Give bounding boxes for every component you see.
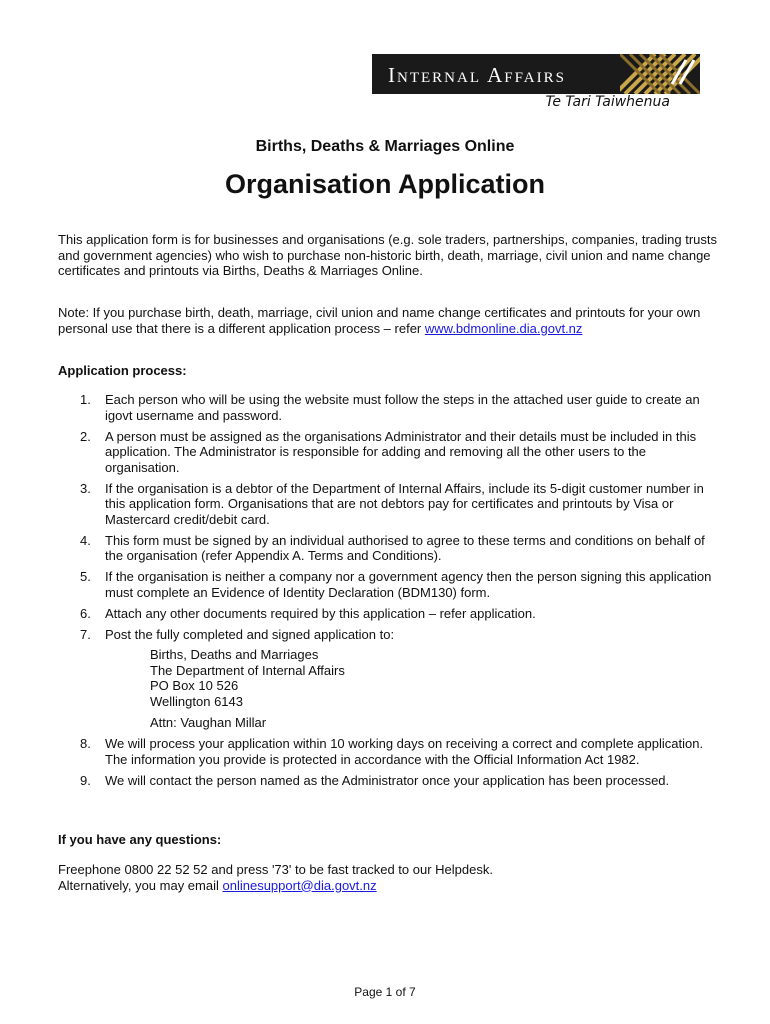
list-item	[58, 533, 718, 564]
process-heading: Application process:	[58, 363, 187, 378]
intro-paragraph: This application form is for businesses and organisations (e.g. sole traders, partnerships, companies, trading trusts and government agencies) who wish to purchase non-historic birth, death, marriage, civil union and name change certificates and printouts via Births, Deaths & Marriages Online.	[58, 232, 717, 278]
list-item	[58, 481, 718, 528]
list-item	[58, 392, 718, 423]
questions-heading: If you have any questions:	[58, 832, 222, 847]
step-text: This form must be signed by an individual authorised to agree to these terms and conditions on behalf of the organisation (refer Appendix A. Terms and Conditions).	[105, 532, 705, 563]
step-text: We will process your application within 10 working days on receiving a correct and complete application. The information you provide is protected in accordance with the Official Information Act 1982.	[105, 736, 704, 767]
support-email-link[interactable]: onlinesupport@dia.govt.nz	[222, 877, 377, 893]
step-number: 3.	[80, 480, 91, 496]
process-steps-list	[58, 392, 718, 794]
note-text: Note: If you purchase birth, death, marriage, civil union and name change certificates and printouts for your own personal use that there is a different application process – refer	[58, 305, 701, 336]
internal-affairs-logo	[372, 54, 700, 114]
address-line: Births, Deaths and Marriages	[150, 647, 319, 662]
list-item	[58, 736, 718, 767]
step-number: 8.	[80, 736, 91, 751]
bdmonline-link[interactable]: www.bdmonline.dia.govt.nz	[424, 320, 583, 336]
step-number: 7.	[80, 626, 91, 642]
list-item	[58, 569, 718, 600]
contact-paragraph	[58, 862, 718, 893]
step-text: If the organisation is neither a company nor a government agency then the person signing this application must complete an Evidence of Identity Declaration (BDM130) form.	[105, 569, 712, 600]
note-paragraph	[58, 305, 718, 336]
step-text: If the organisation is a debtor of the Department of Internal Affairs, include its 5-digit customer number in this application form. Organisations that are not debtors pay for certificates and printouts by Visa or Mastercard credit/debit card.	[105, 480, 704, 527]
address-line: The Department of Internal Affairs	[150, 662, 345, 678]
step-text: Attach any other documents required by this application – refer application.	[105, 605, 536, 621]
list-item	[58, 429, 718, 476]
freephone-text: Freephone 0800 22 52 52 and press '73' to be fast tracked to our Helpdesk.	[58, 862, 493, 877]
email-line	[58, 878, 718, 894]
list-item	[58, 606, 718, 622]
subtitle: Births, Deaths & Marriages Online	[255, 138, 515, 155]
email-intro-text: Alternatively, you may email	[58, 877, 223, 893]
step-text: We will contact the person named as the Administrator once your application has been processed.	[105, 772, 670, 788]
step-number: 4.	[80, 532, 91, 548]
logo-org-name: Internal Affairs	[388, 63, 566, 87]
address-attn: Attn: Vaughan Millar	[150, 715, 267, 730]
woven-pattern-icon	[620, 54, 700, 94]
postal-address	[150, 647, 718, 731]
address-line: Wellington 6143	[150, 693, 243, 709]
list-item	[58, 627, 718, 731]
list-item	[58, 773, 718, 789]
logo-maori-name: Te Tari Taiwhenua	[545, 94, 670, 110]
logo-bar	[372, 54, 700, 94]
step-text: Post the fully completed and signed application to:	[105, 626, 395, 642]
step-text: Each person who will be using the website must follow the steps in the attached user guide to create an igovt username and password.	[105, 392, 700, 423]
page-title: Organisation Application	[224, 169, 546, 199]
step-number: 5.	[80, 569, 91, 584]
address-line: PO Box 10 526	[150, 678, 239, 693]
step-number: 9.	[80, 772, 91, 788]
step-number: 1.	[80, 392, 91, 407]
page-number: Page 1 of 7	[354, 985, 416, 999]
step-text: A person must be assigned as the organisations Administrator and their details must be included in this application. The Administrator is responsible for adding and removing all the other users to the organisation.	[105, 428, 697, 475]
step-number: 2.	[80, 428, 91, 444]
step-number: 6.	[80, 605, 91, 621]
